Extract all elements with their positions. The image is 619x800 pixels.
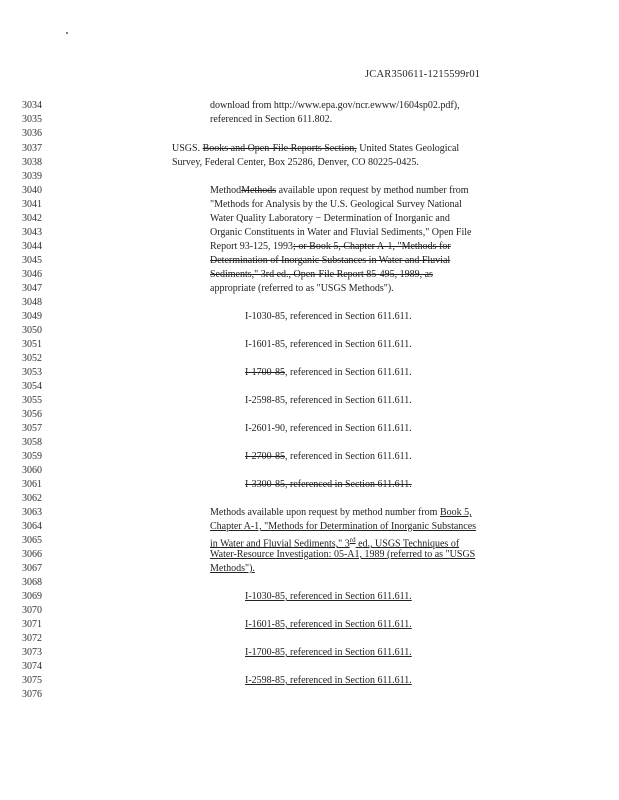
method-reference: , referenced in Section 611.611. <box>285 451 412 462</box>
text-segment: available upon request by method number from <box>276 185 469 196</box>
text-line <box>210 184 469 197</box>
deleted-method-number: I-1700-85 <box>245 367 285 378</box>
line-number: 3063 <box>22 507 42 518</box>
line-number: 3065 <box>22 535 42 546</box>
line-number: 3046 <box>22 269 42 280</box>
line-number: 3072 <box>22 633 42 644</box>
line-number: 3071 <box>22 619 42 630</box>
inserted-method-item: I-1700-85, referenced in Section 611.611. <box>245 647 412 658</box>
inserted-text-line: Water-Resource Investigation: 05-A1, 1989 (referred to as "USGS <box>210 549 476 560</box>
line-number: 3052 <box>22 353 42 364</box>
text-line: appropriate (referred to as "USGS Methods"). <box>210 283 394 294</box>
line-number: 3048 <box>22 297 42 308</box>
method-reference: , referenced in Section 611.611. <box>285 367 412 378</box>
deleted-text: Methods <box>241 185 277 196</box>
agency-text: United States Geological <box>359 143 460 154</box>
line-number: 3049 <box>22 311 42 322</box>
text-line: Organic Constituents in Water and Fluvial Sediments," Open File <box>210 227 472 238</box>
text-segment: Report 93-125, 1993 <box>210 241 294 252</box>
method-item: I-2598-85, referenced in Section 611.611. <box>245 395 412 406</box>
line-number: 3051 <box>22 339 42 350</box>
line-number: 3047 <box>22 283 42 294</box>
inserted-method-item: I-1601-85, referenced in Section 611.611. <box>245 619 412 630</box>
line-number: 3055 <box>22 395 42 406</box>
line-number: 3042 <box>22 213 42 224</box>
line-number: 3040 <box>22 185 42 196</box>
line-number: 3073 <box>22 647 42 658</box>
deleted-method-item: I-3300-85, referenced in Section 611.611. <box>245 479 412 490</box>
inserted-word: Method <box>210 185 242 196</box>
text-line <box>172 142 459 155</box>
line-number: 3059 <box>22 451 42 462</box>
line-number: 3053 <box>22 367 42 378</box>
line-number: 3060 <box>22 465 42 476</box>
line-number: 3069 <box>22 591 42 602</box>
agency-name: USGS. <box>172 143 201 154</box>
inserted-text: in Water and Fluvial Sediments," 3 <box>210 538 350 550</box>
line-number: 3050 <box>22 325 42 336</box>
line-number: 3061 <box>22 479 42 490</box>
text-line: Water Quality Laboratory − Determination of Inorganic and <box>210 213 450 224</box>
text-line: Survey, Federal Center, Box 25286, Denver, CO 80225-0425. <box>172 157 419 168</box>
inserted-text-line: Methods"). <box>210 563 255 574</box>
method-item <box>245 366 412 379</box>
stray-mark <box>66 32 68 34</box>
line-number: 3039 <box>22 171 42 182</box>
line-number: 3038 <box>22 157 42 168</box>
text-line: "Methods for Analysis by the U.S. Geological Survey National <box>210 199 462 210</box>
method-item: I-2601-90, referenced in Section 611.611. <box>245 423 412 434</box>
inserted-method-item: I-2598-85, referenced in Section 611.611. <box>245 675 412 686</box>
line-number: 3056 <box>22 409 42 420</box>
line-number: 3034 <box>22 100 42 111</box>
line-number: 3064 <box>22 521 42 532</box>
line-number: 3054 <box>22 381 42 392</box>
text-line <box>210 268 433 281</box>
line-number: 3041 <box>22 199 42 210</box>
line-number: 3045 <box>22 255 42 266</box>
line-number: 3074 <box>22 661 42 672</box>
line-number: 3067 <box>22 563 42 574</box>
text-line <box>210 240 451 253</box>
inserted-text: ed., USGS Techniques of <box>355 538 460 550</box>
superscript: rd <box>349 536 356 544</box>
line-number: 3075 <box>22 675 42 686</box>
deleted-text: Books and Open-File Reports Section, <box>202 143 357 154</box>
method-item: I-1030-85, referenced in Section 611.611. <box>245 311 412 322</box>
text-line: download from http://www.epa.gov/ncr.ewww/1604sp02.pdf), <box>210 100 460 111</box>
deleted-text: ; or Book 5, Chapter A-1, "Methods for <box>293 241 451 252</box>
inserted-method-item: I-1030-85, referenced in Section 611.611. <box>245 591 412 602</box>
inserted-text-line: Chapter A-1, "Methods for Determination of Inorganic Substances <box>210 521 477 532</box>
line-number: 3070 <box>22 605 42 616</box>
line-number: 3035 <box>22 114 42 125</box>
line-number: 3066 <box>22 549 42 560</box>
line-number: 3062 <box>22 493 42 504</box>
text-line <box>210 506 472 519</box>
deleted-text: Sediments," 3rd ed., Open-File Report 85-495, 1989, as <box>210 269 433 280</box>
line-number: 3044 <box>22 241 42 252</box>
line-number: 3043 <box>22 227 42 238</box>
document-id: JCAR350611-1215599r01 <box>365 69 481 80</box>
line-number: 3036 <box>22 128 42 139</box>
line-number: 3058 <box>22 437 42 448</box>
deleted-text-line: Determination of Inorganic Substances in Water and Fluvial <box>210 255 451 266</box>
line-number: 3076 <box>22 689 42 700</box>
text-line: referenced in Section 611.802. <box>210 114 333 125</box>
line-number: 3057 <box>22 423 42 434</box>
method-item: I-1601-85, referenced in Section 611.611. <box>245 339 412 350</box>
text-segment: Methods available upon request by method number from <box>210 507 440 518</box>
line-number: 3068 <box>22 577 42 588</box>
line-number: 3037 <box>22 143 42 154</box>
inserted-text: Book 5, <box>439 507 472 518</box>
deleted-method-number: I-2700-85 <box>245 451 285 462</box>
method-item <box>245 450 412 463</box>
